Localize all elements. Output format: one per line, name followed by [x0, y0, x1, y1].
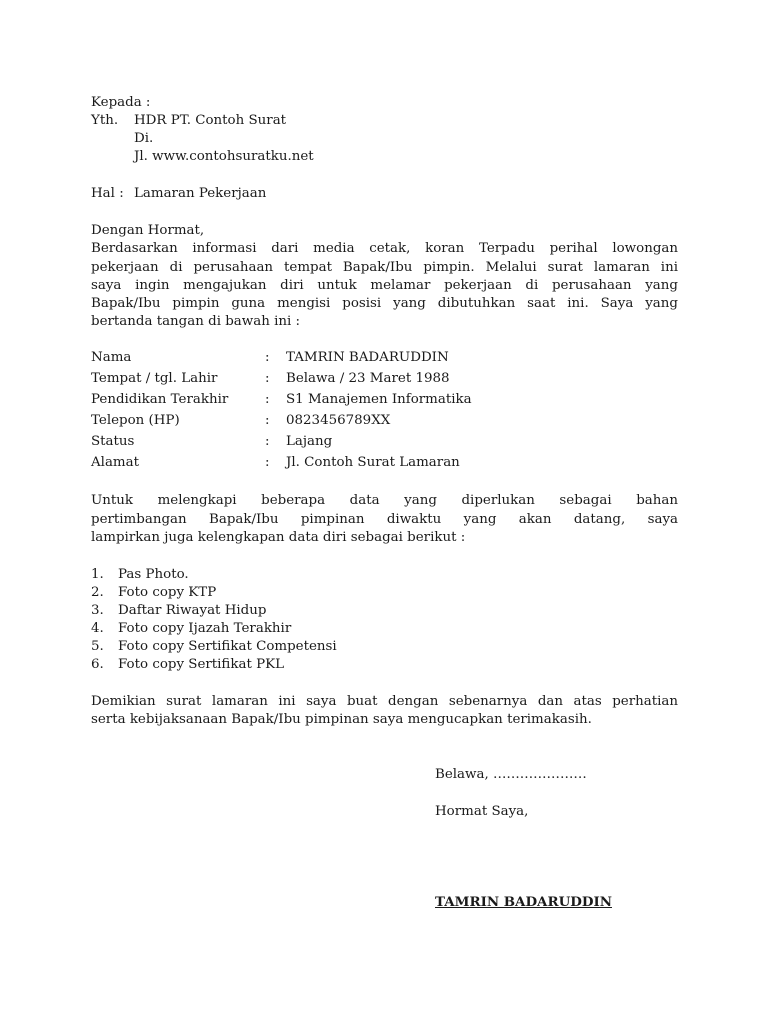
list-item: Pas Photo.	[118, 567, 189, 582]
identity-separator: :	[265, 455, 270, 470]
opening-line: Bapak/Ibu pimpin guna mengisi posisi yang dibutuhkan saat ini. Saya yang	[91, 296, 678, 311]
closing-line: serta kebijaksanaan Bapak/Ibu pimpinan saya mengucapkan terimakasih.	[91, 712, 592, 727]
identity-label: Alamat	[91, 455, 139, 470]
recipient-yth-label: Yth.	[91, 113, 119, 128]
subject-label: Hal :	[91, 186, 124, 201]
signer-name: TAMRIN BADARUDDIN	[435, 894, 612, 910]
list-item-number: 4.	[91, 621, 104, 636]
attachment-intro-line: pertimbangan Bapak/Ibu pimpinan diwaktu yang akan datang, saya	[91, 512, 678, 527]
list-item: Foto copy KTP	[118, 585, 217, 600]
opening-line: pekerjaan di perusahaan tempat Bapak/Ibu pimpin. Melalui surat lamaran ini	[91, 260, 678, 275]
identity-value: Belawa / 23 Maret 1988	[286, 371, 450, 386]
identity-value: Jl. Contoh Surat Lamaran	[286, 455, 460, 470]
list-item: Foto copy Sertifikat Competensi	[118, 639, 337, 654]
list-item: Foto copy Ijazah Terakhir	[118, 621, 292, 636]
list-item-number: 3.	[91, 603, 104, 618]
identity-label: Telepon (HP)	[91, 413, 180, 428]
identity-label: Nama	[91, 350, 132, 365]
identity-separator: :	[265, 371, 270, 386]
identity-value: S1 Manajemen Informatika	[286, 392, 472, 407]
list-item-number: 2.	[91, 585, 104, 600]
identity-value: TAMRIN BADARUDDIN	[286, 350, 449, 365]
list-item-number: 6.	[91, 657, 104, 672]
opening-line: Berdasarkan informasi dari media cetak, koran Terpadu perihal lowongan	[91, 241, 678, 256]
list-item-number: 5.	[91, 639, 104, 654]
identity-separator: :	[265, 392, 270, 407]
opening-line: saya ingin mengajukan diri untuk melamar pekerjaan di perusahaan yang	[91, 278, 678, 293]
recipient-name: HDR PT. Contoh Surat	[134, 113, 287, 128]
identity-label: Status	[91, 434, 135, 449]
identity-separator: :	[265, 350, 270, 365]
recipient-address: Jl. www.contohsuratku.net	[134, 149, 314, 164]
closing-regards: Hormat Saya,	[435, 804, 529, 819]
subject-value: Lamaran Pekerjaan	[134, 186, 267, 201]
attachment-intro-line: Untuk melengkapi beberapa data yang diperlukan sebagai bahan	[91, 493, 678, 508]
recipient-di: Di.	[134, 131, 154, 146]
place-date: Belawa, …………………	[435, 767, 587, 782]
recipient-intro: Kepada :	[91, 95, 151, 110]
list-item-number: 1.	[91, 567, 104, 582]
opening-line: bertanda tangan di bawah ini :	[91, 314, 301, 329]
identity-value: Lajang	[286, 434, 333, 449]
identity-label: Pendidikan Terakhir	[91, 392, 229, 407]
closing-line: Demikian surat lamaran ini saya buat dengan sebenarnya dan atas perhatian	[91, 694, 678, 709]
list-item: Daftar Riwayat Hidup	[118, 603, 267, 618]
identity-label: Tempat / tgl. Lahir	[91, 371, 218, 386]
identity-separator: :	[265, 413, 270, 428]
greeting: Dengan Hormat,	[91, 223, 205, 238]
identity-separator: :	[265, 434, 270, 449]
attachment-intro-line: lampirkan juga kelengkapan data diri sebagai berikut :	[91, 530, 466, 545]
list-item: Foto copy Sertifikat PKL	[118, 657, 285, 672]
identity-value: 0823456789XX	[286, 413, 391, 428]
